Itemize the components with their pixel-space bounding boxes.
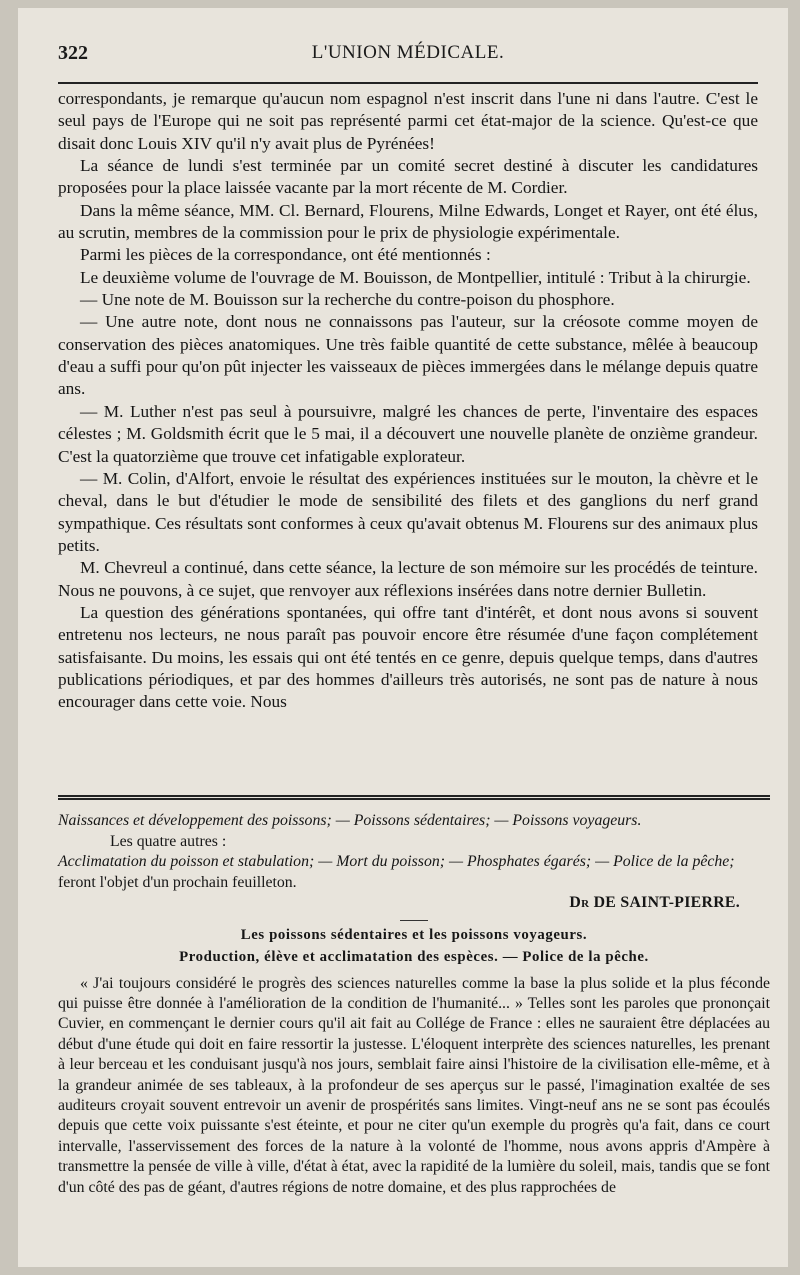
page-header	[58, 42, 758, 78]
feuilleton-paragraph: « J'ai toujours considéré le progrès des sciences naturelles comme la base la plus solide et la plus féconde qui puisse être donnée à l'amélioration de la condition de l'humanité... » Telles sont les paroles que prononçait Cuvier, en commençant le dernier cours qu'il ait fait au Collége de France : elles ne sauraient être déplacées au début d'une étude qui doit en faire ressortir la justesse. L'éloquent interprète des sciences naturelles, les prenant à leur berceau et les conduisant jusqu'à nos jours, semblait faire ainsi l'histoire de la civilisation elle-même, et à la grandeur animée de ses tableaux, à la profondeur de ses aperçus sur le passé, l'imagination exaltée de ses auditeurs croyait souvent entrevoir un avenir de prospérités sans limites. Vingt-neuf ans ne se sont pas écoulés depuis que cette voix puissante s'est éteinte, et pour ne citer qu'un exemple du progrès qu'a fait, dans ce court intervalle, l'asservissement des forces de la nature à la volonté de l'homme, nous avons appris d'Ampère à transmettre la pensée de ville à ville, d'état à état, avec la rapidité de la lumière du soleil, mais, tandis que se font d'un côté des pas de géant, d'autres régions de notre domaine, et des plus rapprochées de	[58, 974, 770, 1196]
page-number: 322	[58, 42, 88, 64]
feuilleton-section	[58, 811, 770, 1198]
article-paragraph: — Une note de M. Bouisson sur la recherche du contre-poison du phosphore.	[80, 290, 615, 310]
article-paragraph: Parmi les pièces de la correspondance, ont été mentionnés :	[80, 245, 491, 265]
article-paragraph: — M. Luther n'est pas seul à poursuivre, malgré les chances de perte, l'inventaire des espaces célestes ; M. Goldsmith écrit que le 5 mai, il a découvert une nouvelle planète de onzième grandeur. C'est la quatorzième que trouve cet infatigable explorateur.	[58, 401, 758, 466]
article-paragraph: — M. Colin, d'Alfort, envoie le résultat des expériences instituées sur le mouton, la chèvre et le cheval, dans le but d'étudier le mode de sensibilité des filets et des ganglions du nerf grand sympathique. Ces résultats sont conformes à ceux qu'avait obtenus M. Flourens sur des animaux plus petits.	[58, 468, 758, 555]
article-paragraph: La séance de lundi s'est terminée par un comité secret destiné à discuter les candidatures proposées pour la place laissée vacante par la mort récente de M. Cordier.	[58, 156, 758, 198]
feuilleton-topic-list: Acclimatation du poisson et stabulation; — Mort du poisson; — Phosphates égarés; — Police de la pêche;	[58, 853, 735, 870]
article-paragraph: — Une autre note, dont nous ne connaissons pas l'auteur, sur la créosote comme moyen de conservation des pièces anatomiques. Une très faible quantité de cette substance, mêlée à beaucoup d'eau a suffi pour qu'on pût injecter les vaisseaux de pièces immergées dans le mélange depuis quatre ans.	[58, 312, 758, 399]
feuilleton-topic-list: Naissances et développement des poissons; — Poissons sédentaires; — Poissons voyageurs.	[58, 812, 642, 829]
running-title: L'UNION MÉDICALE.	[311, 42, 505, 63]
feuilleton-list-intro: Les quatre autres :	[110, 832, 227, 850]
article-paragraph: La question des générations spontanées, qui offre tant d'intérêt, et dont nous avons si souvent entretenu nos lecteurs, ne nous paraît pas pouvoir encore être résumée d'une façon complétement satisfaisante. Du moins, les essais qui ont été tentés en ce genre, depuis quelque temps, dans d'autres publications périodiques, et par des hommes d'ailleurs très autorisés, ne sont pas de nature à nous encourager dans cette voie. Nous	[58, 602, 758, 712]
feuilleton-subheading: Production, élève et acclimatation des espèces. — Police de la pêche.	[179, 949, 649, 965]
article-paragraph: M. Chevreul a continué, dans cette séance, la lecture de son mémoire sur les procédés de teinture. Nous ne pouvons, à ce sujet, que renvoyer aux réflexions insérées dans notre dernier Bulletin.	[58, 558, 758, 600]
feuilleton-heading: Les poissons sédentaires et les poissons voyageurs.	[240, 926, 588, 943]
feuilleton-closing-line: feront l'objet d'un prochain feuilleton.	[58, 873, 297, 891]
author-signature: Dr DE SAINT-PIERRE.	[569, 894, 740, 911]
feuilleton-divider	[58, 795, 770, 800]
article-paragraph: Le deuxième volume de l'ouvrage de M. Bouisson, de Montpellier, intitulé : Tribut à la chirurgie.	[80, 267, 751, 287]
article-body	[58, 88, 758, 714]
article-paragraph: Dans la même séance, MM. Cl. Bernard, Flourens, Milne Edwards, Longet et Rayer, ont été élus, au scrutin, membres de la commission pour le prix de physiologie expérimentale.	[58, 200, 758, 243]
article-paragraph: correspondants, je remarque qu'aucun nom espagnol n'est inscrit dans l'une ni dans l'autre. C'est le seul pays de l'Europe qui ne soit pas représenté parmi cet état-major de la science. Qu'est-ce que disait donc Louis XIV qu'il n'y avait plus de Pyrénées!	[58, 89, 758, 153]
section-rule	[400, 920, 428, 921]
header-rule	[58, 82, 758, 84]
journal-page	[18, 8, 788, 1267]
